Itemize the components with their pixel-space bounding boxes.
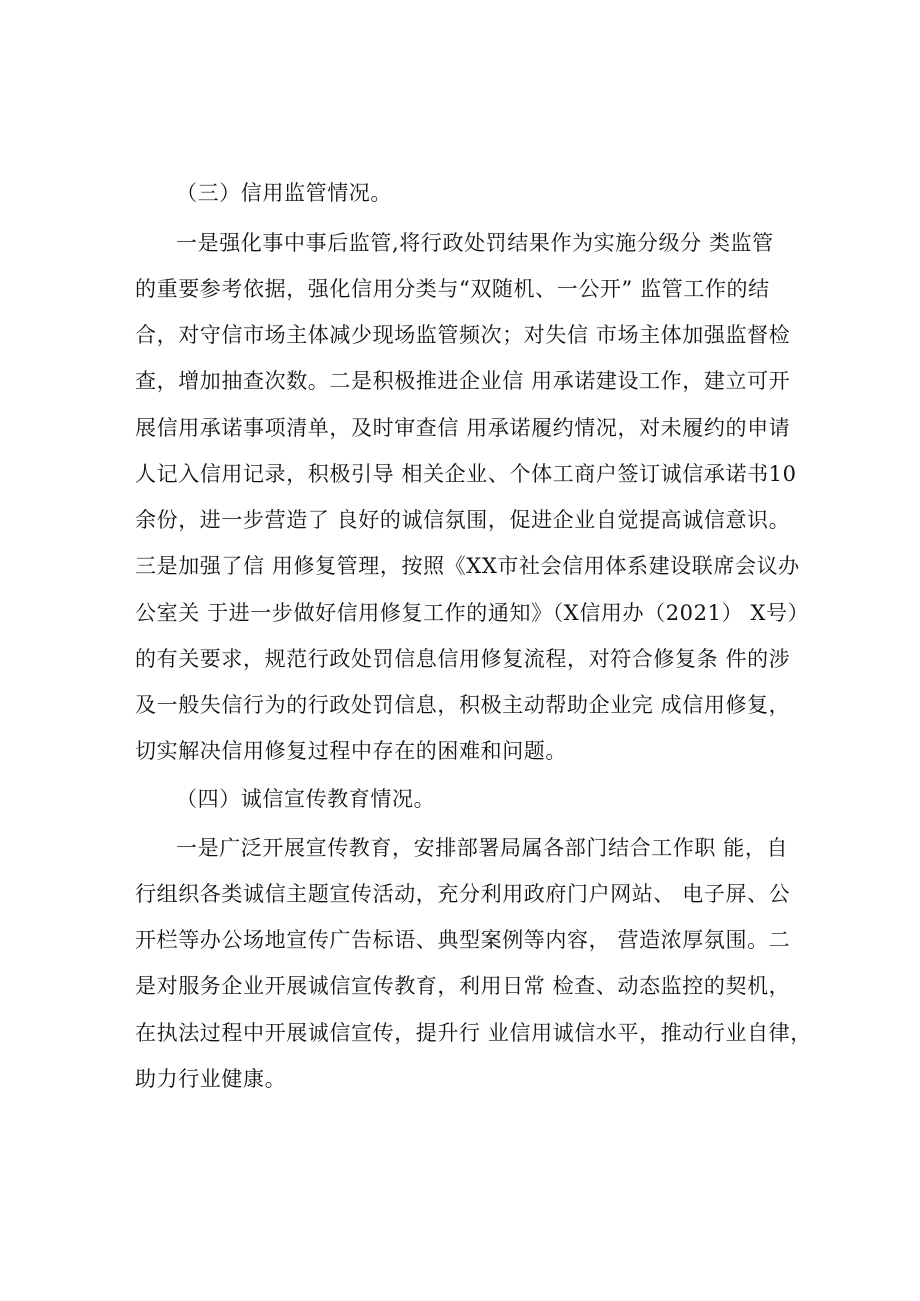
section-3-line-3: 合，对守信市场主体减少现场监管频次；对失信 市场主体加强监督检 bbox=[135, 323, 791, 347]
section-3-line-10: 的有关要求，规范行政处罚信息信用修复流程，对符合修复条 件的涉 bbox=[135, 647, 791, 671]
section-3-line-2: 的重要参考依据，强化信用分类与“双随机、一公开” 监管工作的结 bbox=[135, 277, 770, 301]
section-3-line-6: 人记入信用记录，积极引导 相关企业、个体工商户签订诚信承诺书10 bbox=[135, 462, 797, 486]
section-3-line-1: 一是强化事中事后监管,将行政处罚结果作为实施分级分 类监管 bbox=[176, 231, 774, 255]
section-3-line-5: 展信用承诺事项清单，及时审查信 用承诺履约情况，对未履约的申请 bbox=[135, 416, 791, 440]
section-4-line-6: 助力行业健康。 bbox=[135, 1067, 287, 1091]
section-3-line-9: 公室关 于进一步做好信用修复工作的通知》（X信用办（2021） X号） bbox=[135, 601, 810, 625]
section-4-line-2: 行组织各类诚信主题宣传活动，充分利用政府门户网站、 电子屏、公 bbox=[135, 882, 791, 906]
section-4-line-1: 一是广泛开展宣传教育，安排部署局属各部门结合工作职 能，自 bbox=[176, 836, 789, 860]
section-3-line-11: 及一般失信行为的行政处罚信息，积极主动帮助企业完 成信用修复， bbox=[135, 693, 791, 717]
section-3-line-4: 查，增加抽查次数。二是积极推进企业信 用承诺建设工作，建立可开 bbox=[135, 369, 791, 393]
section-4-heading: （四）诚信宣传教育情况。 bbox=[176, 787, 436, 811]
section-3-line-12: 切实解决信用修复过程中存在的困难和问题。 bbox=[135, 739, 567, 763]
section-4-line-4: 是对服务企业开展诚信宣传教育，利用日常 检查、动态监控的契机， bbox=[135, 974, 791, 998]
section-4-line-5: 在执法过程中开展诚信宣传，提升行 业信用诚信水平，推动行业自律， bbox=[135, 1021, 812, 1045]
section-3-line-8: 三是加强了信 用修复管理，按照《XX市社会信用体系建设联席会议办 bbox=[135, 554, 800, 578]
section-4-line-3: 开栏等办公场地宣传广告标语、典型案例等内容， 营造浓厚氛围。二 bbox=[135, 928, 791, 952]
section-3-line-7: 余份，进一步营造了 良好的诚信氛围，促进企业自觉提高诚信意识。 bbox=[135, 508, 791, 532]
section-3-heading: （三）信用监管情况。 bbox=[176, 181, 392, 205]
